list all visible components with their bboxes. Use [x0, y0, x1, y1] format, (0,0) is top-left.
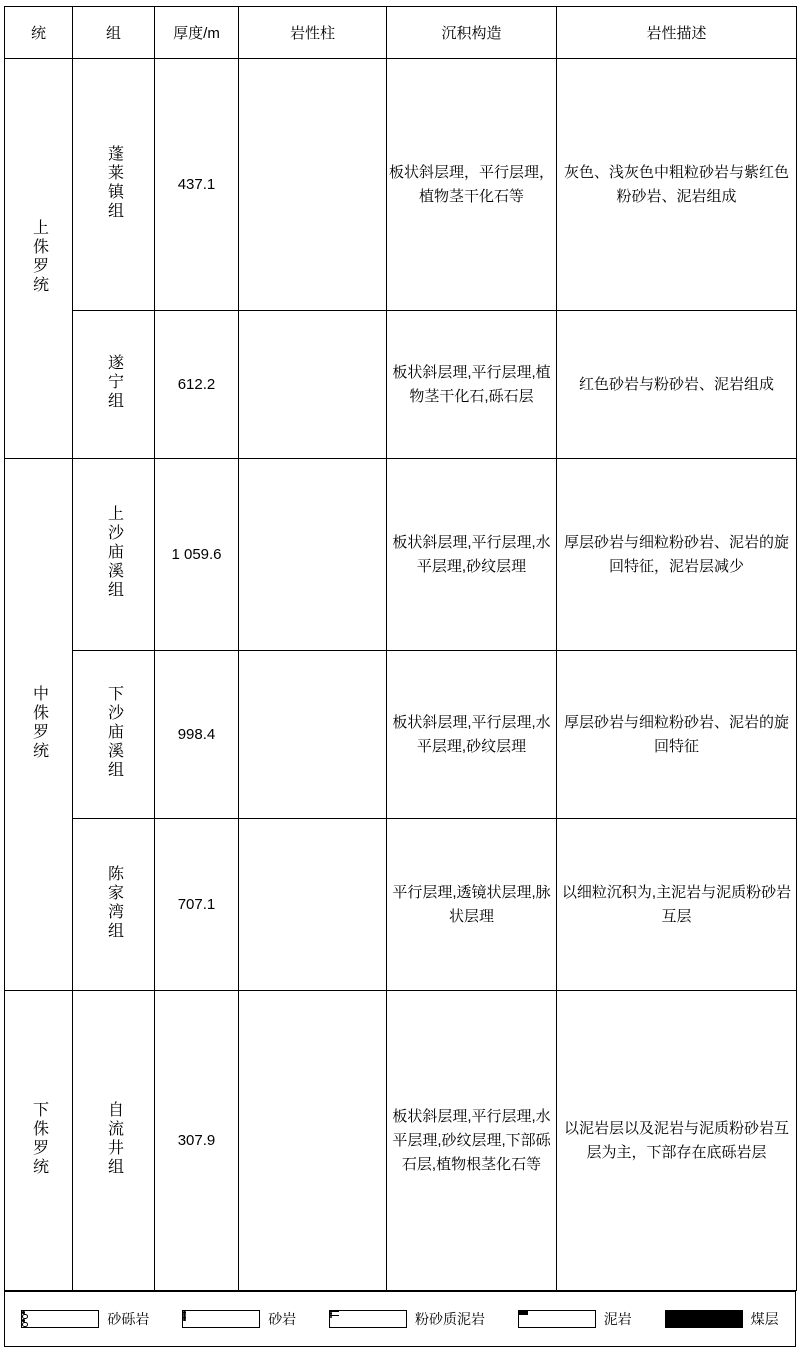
description-cell-penglaizhen: 灰色、浅灰色中粗粒砂岩与紫红色粉砂岩、泥岩组成: [557, 59, 797, 311]
structure-cell-penglaizhen: 板状斜层理，平行层理，植物茎干化石等: [387, 59, 557, 311]
header-thickness: 厚度/m: [155, 7, 239, 59]
structure-cell-suining: 板状斜层理,平行层理,植物茎干化石,砾石层: [387, 311, 557, 459]
header-lithologic-description: 岩性描述: [557, 7, 797, 59]
description-cell-lower-shamiaoxi: 厚层砂岩与细粒粉砂岩、泥岩的旋回特征: [557, 651, 797, 819]
header-group: 组: [73, 7, 155, 59]
description-cell-chenjiawan: 以细粒沉积为,主泥岩与泥质粉砂岩互层: [557, 819, 797, 991]
table-row: [5, 59, 797, 311]
group-cell-penglaizhen: [73, 59, 155, 311]
group-cell-chenjiawan: [73, 819, 155, 991]
description-cell-upper-shamiaoxi: 厚层砂岩与细粒粉砂岩、泥岩的旋回特征，泥岩层减少: [557, 459, 797, 651]
thickness-cell-ziliujing: 307.9: [155, 991, 239, 1291]
lithologic-column-chenjiawan: [239, 819, 387, 991]
series-label: 上侏罗统: [30, 218, 48, 295]
legend-item: [648, 1309, 795, 1329]
thickness-cell-lower-shamiaoxi: 998.4: [155, 651, 239, 819]
silty-mudstone-pattern-icon: [329, 1310, 407, 1328]
series-label: 下侏罗统: [30, 1100, 48, 1177]
group-cell-lower-shamiaoxi: [73, 651, 155, 819]
table-row: [5, 991, 797, 1291]
table-row: [5, 819, 797, 991]
structure-cell-ziliujing: 板状斜层理,平行层理,水平层理,砂纹层理,下部砾石层,植物根茎化石等: [387, 991, 557, 1291]
series-cell-upper-jurassic: [5, 59, 73, 459]
structure-cell-chenjiawan: 平行层理,透镜状层理,脉状层理: [387, 819, 557, 991]
header-series: 统: [5, 7, 73, 59]
group-label: 上沙庙溪组: [105, 505, 123, 600]
legend-label: 粉砂质泥岩: [414, 1311, 485, 1327]
legend-item: [5, 1309, 166, 1329]
thickness-cell-chenjiawan: 707.1: [155, 819, 239, 991]
thickness-cell-penglaizhen: 437.1: [155, 59, 239, 311]
group-label: 自流井组: [105, 1100, 123, 1177]
thickness-cell-suining: 612.2: [155, 311, 239, 459]
legend: [4, 1291, 796, 1347]
sandstone-pattern-icon: [182, 1310, 260, 1328]
lithologic-column-lower-shamiaoxi: [239, 651, 387, 819]
coal-pattern-icon: [665, 1310, 743, 1328]
series-cell-lower-jurassic: [5, 991, 73, 1291]
legend-label: 砂岩: [268, 1311, 297, 1327]
mudstone-pattern-icon: [518, 1310, 596, 1328]
group-cell-upper-shamiaoxi: [73, 459, 155, 651]
group-cell-suining: [73, 311, 155, 459]
series-label: 中侏罗统: [30, 684, 48, 761]
structure-cell-upper-shamiaoxi: 板状斜层理,平行层理,水平层理,砂纹层理: [387, 459, 557, 651]
table-row: [5, 459, 797, 651]
group-label: 陈家湾组: [105, 864, 123, 941]
lithologic-column-penglaizhen: [239, 59, 387, 311]
group-label: 下沙庙溪组: [105, 685, 123, 780]
group-cell-ziliujing: [73, 991, 155, 1291]
group-label: 蓬莱镇组: [105, 144, 123, 221]
lithologic-column-ziliujing: [239, 991, 387, 1291]
header-lithologic-column: 岩性柱: [239, 7, 387, 59]
table-row: [5, 651, 797, 819]
legend-item: [313, 1309, 502, 1329]
header-sedimentary-structure: 沉积构造: [387, 7, 557, 59]
description-cell-ziliujing: 以泥岩层以及泥岩与泥质粉砂岩互层为主，下部存在底砾岩层: [557, 991, 797, 1291]
lithologic-column-upper-shamiaoxi: [239, 459, 387, 651]
structure-cell-lower-shamiaoxi: 板状斜层理,平行层理,水平层理,砂纹层理: [387, 651, 557, 819]
legend-label: 砂砾岩: [107, 1311, 150, 1327]
stratigraphy-table: [4, 6, 797, 1291]
legend-item: [166, 1309, 313, 1329]
thickness-cell-upper-shamiaoxi: 1 059.6: [155, 459, 239, 651]
legend-label: 煤层: [750, 1311, 779, 1327]
table-header-row: [5, 7, 797, 59]
series-cell-middle-jurassic: [5, 459, 73, 991]
group-label: 遂宁组: [105, 354, 123, 411]
table-row: [5, 311, 797, 459]
legend-item: [501, 1309, 648, 1329]
legend-label: 泥岩: [603, 1311, 632, 1327]
description-cell-suining: 红色砂岩与粉砂岩、泥岩组成: [557, 311, 797, 459]
conglomerate-pattern-icon: [21, 1310, 99, 1328]
lithologic-column-suining: [239, 311, 387, 459]
